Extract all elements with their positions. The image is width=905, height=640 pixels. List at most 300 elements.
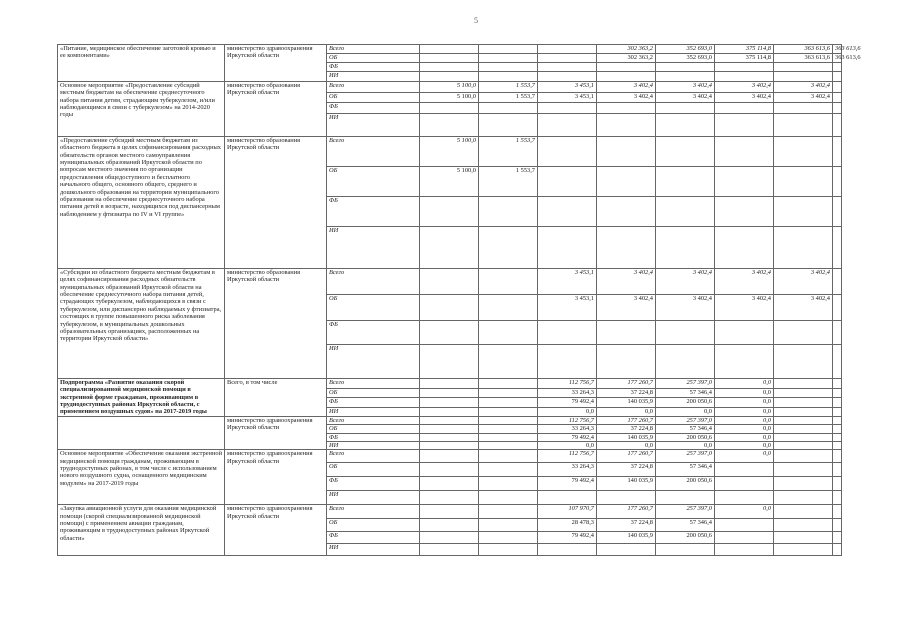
value-cell: 3 402,4 (774, 93, 833, 103)
value-cell: 112 756,7 (538, 450, 597, 463)
value-cell: 3 453,1 (538, 93, 597, 103)
executor-name: министерство образования Иркутской области (225, 269, 327, 379)
value-cell (656, 227, 715, 269)
value-cell: 200 050,6 (656, 398, 715, 407)
value-cell (833, 463, 842, 477)
value-cell (479, 54, 538, 63)
value-cell: 177 260,7 (597, 416, 656, 424)
value-cell (479, 519, 538, 532)
funding-source: ОБ (327, 519, 420, 532)
value-cell (833, 93, 842, 103)
value-cell: 33 264,3 (538, 425, 597, 433)
value-cell (656, 544, 715, 556)
value-cell: 79 492,4 (538, 398, 597, 407)
table-row (58, 82, 842, 93)
funding-source: Всего (327, 450, 420, 463)
value-cell (774, 137, 833, 167)
value-cell (538, 167, 597, 197)
page-number: 5 (474, 16, 478, 25)
value-cell (538, 72, 597, 82)
value-cell (479, 463, 538, 477)
value-cell (833, 379, 842, 389)
value-cell: 257 397,0 (656, 379, 715, 389)
value-cell (479, 407, 538, 416)
funding-source: ФБ (327, 433, 420, 441)
value-cell: 140 035,9 (597, 433, 656, 441)
value-cell (420, 388, 479, 397)
value-cell (715, 197, 774, 227)
value-cell: 3 402,4 (656, 82, 715, 93)
value-cell (420, 532, 479, 544)
value-cell (420, 103, 479, 114)
value-cell (420, 491, 479, 505)
value-cell: 3 453,1 (538, 269, 597, 295)
value-cell: 200 050,6 (656, 532, 715, 544)
value-cell (833, 63, 842, 72)
value-cell (538, 345, 597, 379)
value-cell (479, 441, 538, 449)
funding-source: ФБ (327, 477, 420, 491)
value-cell (420, 227, 479, 269)
value-cell (538, 114, 597, 137)
executor-name: министерство здравоохранения Иркутской области (225, 450, 327, 505)
value-cell: 140 035,9 (597, 398, 656, 407)
value-cell (420, 345, 479, 379)
value-cell: 0,0 (715, 505, 774, 519)
value-cell (715, 477, 774, 491)
value-cell (833, 321, 842, 345)
value-cell: 3 402,4 (774, 295, 833, 321)
value-cell (420, 544, 479, 556)
value-cell (833, 72, 842, 82)
value-cell (833, 82, 842, 93)
value-cell: 3 453,1 (538, 295, 597, 321)
funding-source: ФБ (327, 532, 420, 544)
value-cell (774, 388, 833, 397)
funding-source: ИИ (327, 544, 420, 556)
value-cell (774, 505, 833, 519)
value-cell: 140 035,9 (597, 477, 656, 491)
value-cell: 5 100,0 (420, 167, 479, 197)
measure-name: Подпрограмма «Развитие оказания скорой специализированной медицинской помощи в экстренной форме гражданам, проживающим в труднодоступных районах Иркутской области, с применением воздушных судов» на 2017-2019 годы (58, 379, 225, 417)
value-cell (420, 269, 479, 295)
value-cell: 37 224,8 (597, 425, 656, 433)
value-cell (479, 295, 538, 321)
value-cell: 3 402,4 (597, 93, 656, 103)
value-cell (420, 441, 479, 449)
value-cell: 177 260,7 (597, 450, 656, 463)
value-cell (597, 321, 656, 345)
measure-name: «Закупка авиационной услуги для оказания медицинской помощи (скорой специализированной медицинской помощи) с применением авиации гражданам, проживающим в труднодоступных районах Иркутской области» (58, 505, 225, 556)
value-cell: 3 402,4 (715, 82, 774, 93)
value-cell: 107 970,7 (538, 505, 597, 519)
value-cell (715, 227, 774, 269)
value-cell: 3 402,4 (715, 295, 774, 321)
funding-source: ИИ (327, 345, 420, 379)
value-cell (479, 114, 538, 137)
value-cell: 79 492,4 (538, 477, 597, 491)
value-cell (833, 103, 842, 114)
value-cell (774, 379, 833, 389)
value-cell: 5 100,0 (420, 93, 479, 103)
value-cell: 0,0 (715, 433, 774, 441)
value-cell (656, 491, 715, 505)
value-cell: 0,0 (715, 441, 774, 449)
value-cell: 3 402,4 (597, 269, 656, 295)
value-cell (479, 45, 538, 54)
value-cell (420, 463, 479, 477)
value-cell (656, 197, 715, 227)
value-cell (715, 544, 774, 556)
value-cell (479, 72, 538, 82)
value-cell (774, 407, 833, 416)
value-cell (774, 433, 833, 441)
funding-source: ОБ (327, 167, 420, 197)
value-cell (597, 137, 656, 167)
value-cell (715, 167, 774, 197)
value-cell: 57 346,4 (656, 463, 715, 477)
value-cell: 3 453,1 (538, 82, 597, 93)
value-cell: 0,0 (715, 379, 774, 389)
executor-name: министерство здравоохранения Иркутской области (225, 505, 327, 556)
value-cell (656, 114, 715, 137)
value-cell (597, 103, 656, 114)
value-cell (833, 269, 842, 295)
value-cell (538, 544, 597, 556)
value-cell (656, 103, 715, 114)
value-cell: 1 553,7 (479, 167, 538, 197)
value-cell (833, 532, 842, 544)
value-cell (420, 505, 479, 519)
measure-name: «Предоставление субсидий местным бюджетам из областного бюджета в целях софинансирования расходных обязательств органов местного самоуправления муниципальных образований Иркутской области по вопросам местного значения по организации предоставления общедоступного и бесплатного начального общего, основного общего, среднего и дошкольного образования на территории муниципального образования на обеспечение среднесуточного набора питания детей в возрасте, находящихся под диспансерным наблюдением у фтизиатра по IV и VI группе» (58, 137, 225, 269)
value-cell: 33 264,3 (538, 463, 597, 477)
funding-source: ОБ (327, 388, 420, 397)
value-cell (833, 450, 842, 463)
value-cell (538, 45, 597, 54)
value-cell (715, 491, 774, 505)
value-cell (597, 63, 656, 72)
value-cell (479, 227, 538, 269)
value-cell (420, 425, 479, 433)
value-cell (774, 532, 833, 544)
funding-source: ИИ (327, 441, 420, 449)
funding-source: ФБ (327, 103, 420, 114)
value-cell: 28 478,3 (538, 519, 597, 532)
value-cell: 0,0 (597, 407, 656, 416)
value-cell (420, 63, 479, 72)
value-cell (597, 227, 656, 269)
value-cell: 1 553,7 (479, 93, 538, 103)
value-cell: 257 397,0 (656, 450, 715, 463)
budget-table (57, 44, 861, 556)
value-cell (597, 491, 656, 505)
value-cell (420, 477, 479, 491)
value-cell (479, 197, 538, 227)
value-cell: 3 402,4 (774, 269, 833, 295)
executor-name: министерство здравоохранения Иркутской области (225, 45, 327, 82)
value-cell: 0,0 (715, 398, 774, 407)
value-cell (774, 491, 833, 505)
value-cell: 37 224,8 (597, 388, 656, 397)
value-cell: 0,0 (715, 425, 774, 433)
value-cell: 3 402,4 (597, 82, 656, 93)
value-cell (774, 103, 833, 114)
value-cell (538, 321, 597, 345)
value-cell (833, 425, 842, 433)
value-cell: 3 402,4 (715, 93, 774, 103)
value-cell (656, 321, 715, 345)
funding-source: Всего (327, 379, 420, 389)
value-cell (715, 463, 774, 477)
value-cell (833, 197, 842, 227)
value-cell (538, 137, 597, 167)
table-row (58, 379, 842, 389)
value-cell (774, 544, 833, 556)
value-cell: 200 050,6 (656, 433, 715, 441)
funding-source: ИИ (327, 72, 420, 82)
value-cell: 3 402,4 (715, 269, 774, 295)
value-cell (420, 433, 479, 441)
value-cell (656, 63, 715, 72)
value-cell (833, 295, 842, 321)
value-cell (656, 72, 715, 82)
value-cell: 3 402,4 (774, 82, 833, 93)
value-cell (656, 345, 715, 379)
value-cell (715, 519, 774, 532)
value-cell: 363 613,6 (774, 54, 833, 63)
value-cell (833, 519, 842, 532)
value-cell (833, 345, 842, 379)
value-cell (833, 388, 842, 397)
value-cell (715, 321, 774, 345)
funding-source: ФБ (327, 398, 420, 407)
value-cell (774, 72, 833, 82)
funding-source: ИИ (327, 114, 420, 137)
value-cell (833, 227, 842, 269)
value-cell (420, 519, 479, 532)
value-cell (479, 433, 538, 441)
value-cell: 0,0 (715, 450, 774, 463)
value-cell (833, 137, 842, 167)
value-cell: 3 402,4 (656, 295, 715, 321)
value-cell (715, 532, 774, 544)
value-cell (833, 433, 842, 441)
value-cell: 5 100,0 (420, 137, 479, 167)
value-cell: 0,0 (538, 441, 597, 449)
value-cell (656, 167, 715, 197)
value-cell (774, 167, 833, 197)
value-cell: 57 346,4 (656, 425, 715, 433)
value-cell: 0,0 (597, 441, 656, 449)
value-cell: 112 756,7 (538, 379, 597, 389)
funding-source: ОБ (327, 93, 420, 103)
value-cell (479, 425, 538, 433)
value-cell (774, 450, 833, 463)
value-cell: 375 114,8 (715, 54, 774, 63)
value-cell: 352 693,0 (656, 54, 715, 63)
value-cell (479, 379, 538, 389)
funding-source: Всего (327, 137, 420, 167)
value-cell (833, 477, 842, 491)
value-cell: 3 402,4 (656, 93, 715, 103)
value-cell (420, 416, 479, 424)
value-cell (479, 63, 538, 72)
value-cell: 33 264,3 (538, 388, 597, 397)
table-row (58, 269, 842, 295)
value-cell: 79 492,4 (538, 433, 597, 441)
value-cell (479, 345, 538, 379)
value-cell (833, 544, 842, 556)
funding-source: ИИ (327, 407, 420, 416)
value-cell (833, 407, 842, 416)
value-cell (479, 491, 538, 505)
table-row (58, 137, 842, 167)
value-cell (479, 477, 538, 491)
funding-source: Всего (327, 505, 420, 519)
value-cell: 257 397,0 (656, 505, 715, 519)
funding-source: ОБ (327, 425, 420, 433)
value-cell (538, 197, 597, 227)
value-cell (774, 416, 833, 424)
value-cell: 177 260,7 (597, 379, 656, 389)
value-cell: 200 050,6 (656, 477, 715, 491)
value-cell (597, 197, 656, 227)
value-cell: 1 553,7 (479, 82, 538, 93)
value-cell: 0,0 (538, 407, 597, 416)
table-row (58, 45, 842, 54)
value-cell: 57 346,4 (656, 519, 715, 532)
value-cell (833, 416, 842, 424)
value-cell (597, 345, 656, 379)
value-cell (774, 519, 833, 532)
value-cell (479, 269, 538, 295)
funding-source: ФБ (327, 197, 420, 227)
value-cell (656, 137, 715, 167)
value-cell: 0,0 (715, 416, 774, 424)
value-cell: 363 613,6 (774, 45, 833, 54)
value-cell (538, 63, 597, 72)
value-cell (479, 103, 538, 114)
value-cell (715, 345, 774, 379)
value-cell (774, 441, 833, 449)
value-cell (420, 379, 479, 389)
value-cell (420, 45, 479, 54)
funding-source: Всего (327, 269, 420, 295)
funding-source: Всего (327, 82, 420, 93)
value-cell (833, 505, 842, 519)
funding-source: ОБ (327, 54, 420, 63)
value-cell (774, 114, 833, 137)
value-cell (597, 114, 656, 137)
value-cell: 3 402,4 (656, 269, 715, 295)
table-row (58, 416, 842, 424)
value-cell (538, 227, 597, 269)
value-cell (479, 544, 538, 556)
value-cell (538, 491, 597, 505)
value-cell: 363 613,6 (833, 45, 842, 54)
value-cell: 0,0 (656, 441, 715, 449)
table-row (58, 505, 842, 519)
value-cell (715, 72, 774, 82)
value-cell: 352 693,0 (656, 45, 715, 54)
value-cell (833, 167, 842, 197)
value-cell: 1 553,7 (479, 137, 538, 167)
executor-name: Всего, в том числе (225, 379, 327, 417)
funding-source: ФБ (327, 63, 420, 72)
funding-source: ОБ (327, 463, 420, 477)
value-cell (715, 103, 774, 114)
executor-name: министерство образования Иркутской области (225, 82, 327, 137)
value-cell: 140 035,9 (597, 532, 656, 544)
funding-source: ИИ (327, 227, 420, 269)
value-cell: 37 224,8 (597, 519, 656, 532)
funding-source: Всего (327, 416, 420, 424)
value-cell (420, 407, 479, 416)
measure-name: «Питание, медицинское обеспечение заготовой кровью и ее компонентами» (58, 45, 225, 82)
value-cell (833, 398, 842, 407)
measure-name (58, 416, 225, 449)
table-row (58, 450, 842, 463)
value-cell (774, 63, 833, 72)
value-cell: 57 346,4 (656, 388, 715, 397)
value-cell: 5 100,0 (420, 82, 479, 93)
value-cell (420, 398, 479, 407)
value-cell: 37 224,8 (597, 463, 656, 477)
value-cell (479, 388, 538, 397)
value-cell: 0,0 (715, 388, 774, 397)
value-cell (774, 398, 833, 407)
value-cell (715, 63, 774, 72)
value-cell (774, 197, 833, 227)
measure-name: Основное мероприятие «Предоставление субсидий местным бюджетам на обеспечение среднесуточного набора питания детям, страдающим туберкулезом, и/или наблюдающимся в связи с туберкулезом» на 2014-2020 годы (58, 82, 225, 137)
value-cell (715, 114, 774, 137)
funding-source: ФБ (327, 321, 420, 345)
value-cell (420, 54, 479, 63)
value-cell (833, 491, 842, 505)
value-cell (774, 477, 833, 491)
value-cell (597, 72, 656, 82)
value-cell (833, 441, 842, 449)
value-cell (479, 505, 538, 519)
value-cell: 79 492,4 (538, 532, 597, 544)
value-cell (597, 167, 656, 197)
funding-source: ОБ (327, 295, 420, 321)
value-cell (479, 532, 538, 544)
value-cell (479, 450, 538, 463)
value-cell: 363 613,6 (833, 54, 842, 63)
value-cell: 0,0 (715, 407, 774, 416)
value-cell (774, 345, 833, 379)
value-cell (479, 398, 538, 407)
value-cell: 112 756,7 (538, 416, 597, 424)
value-cell (420, 114, 479, 137)
value-cell: 0,0 (656, 407, 715, 416)
value-cell: 302 363,2 (597, 54, 656, 63)
value-cell (538, 54, 597, 63)
funding-source: Всего (327, 45, 420, 54)
value-cell (420, 295, 479, 321)
value-cell (420, 197, 479, 227)
value-cell (597, 544, 656, 556)
value-cell (538, 103, 597, 114)
executor-name: министерство образования Иркутской области (225, 137, 327, 269)
value-cell (833, 114, 842, 137)
value-cell: 3 402,4 (597, 295, 656, 321)
value-cell (715, 137, 774, 167)
value-cell (420, 321, 479, 345)
measure-name: «Субсидии из областного бюджета местным бюджетам в целях софинансирования расходных обязательств муниципальных образований Иркутской области на обеспечение среднесуточного набора питания детей, страдающих туберкулезом, наблюдающихся в связи с туберкулезом, или диспансерно наблюдаемых у фтизиатра, состоящих в группе повышенного риска заболевания туберкулезом, в муниципальных дошкольных образовательных организациях, расположенных на территории Иркутской области» (58, 269, 225, 379)
value-cell (479, 416, 538, 424)
